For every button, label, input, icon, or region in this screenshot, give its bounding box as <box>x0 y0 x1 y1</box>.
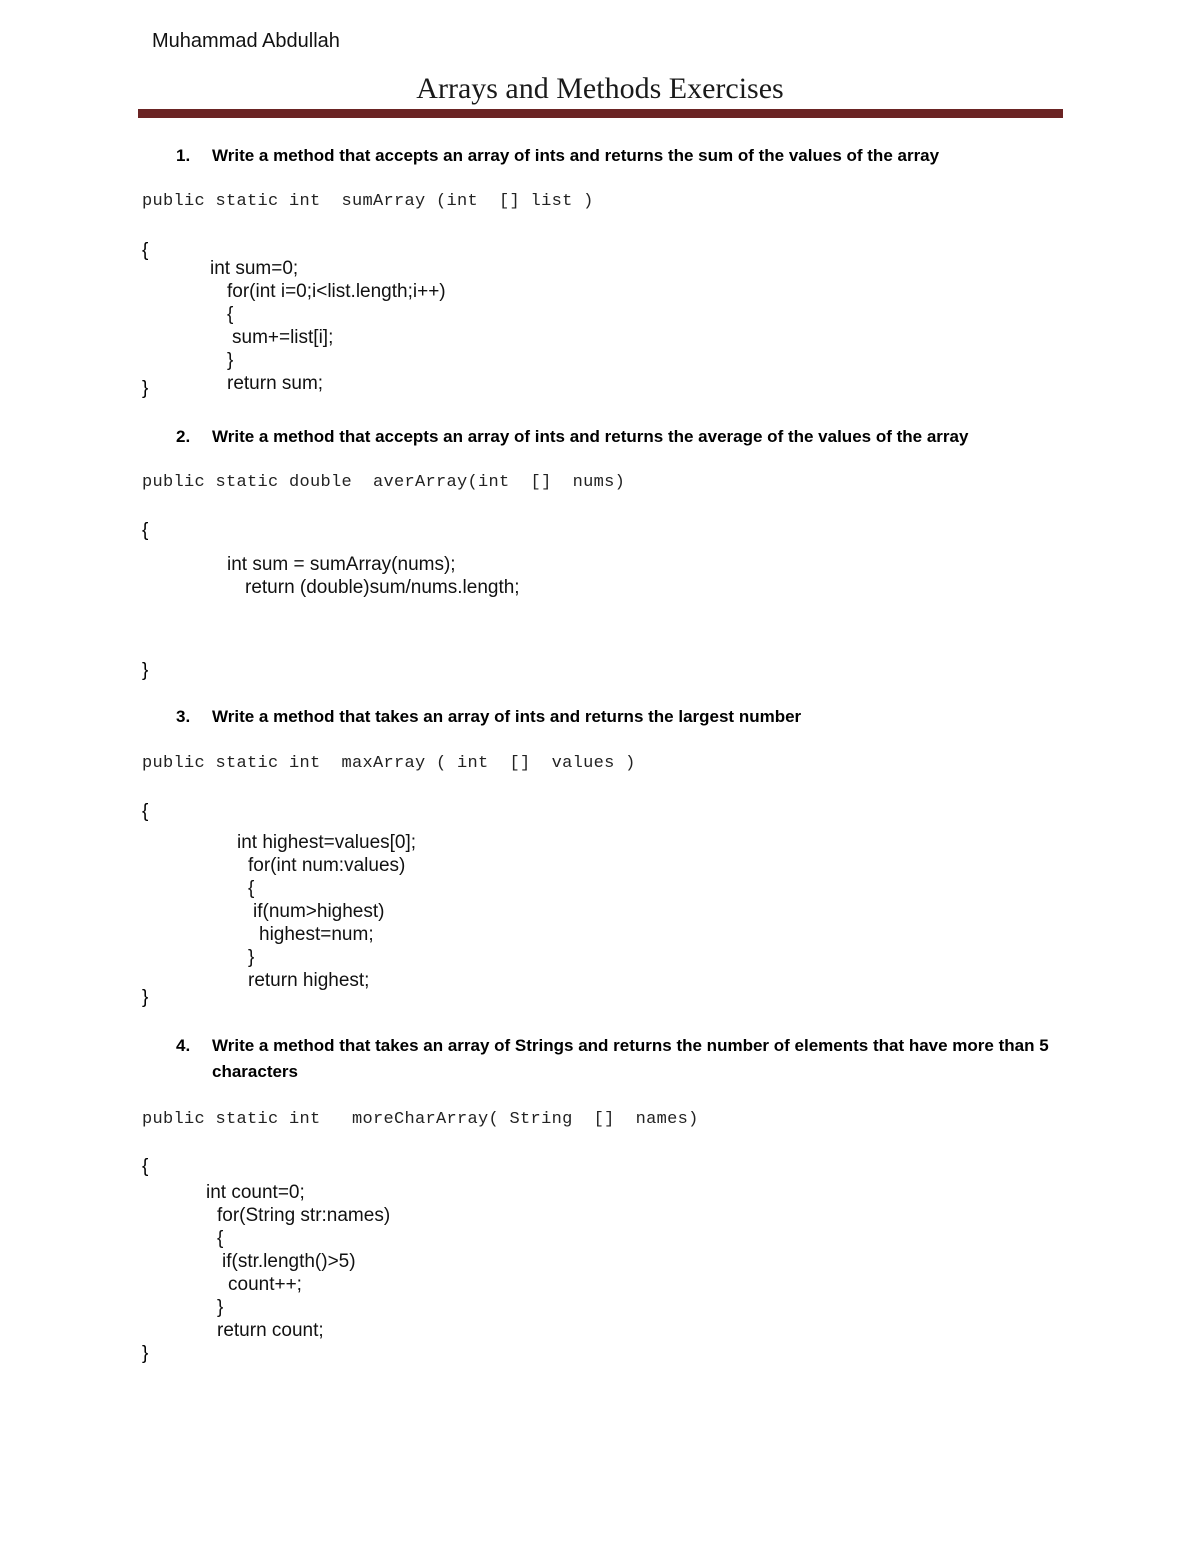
code-line: count++; <box>228 1274 302 1295</box>
code-line: sum+=list[i]; <box>232 327 334 348</box>
exercise-question: Write a method that takes an array of Strings and returns the number of elements that have more than 5 characters <box>212 1036 1049 1081</box>
code-line: { <box>217 1228 224 1249</box>
exercise-number: 4. <box>176 1036 191 1055</box>
code-line: } <box>227 350 234 371</box>
open-brace: { <box>142 1156 149 1177</box>
code-line: if(str.length()>5) <box>222 1251 356 1272</box>
exercise-question: Write a method that accepts an array of ints and returns the sum of the values of the array <box>212 146 940 165</box>
code-line: highest=num; <box>259 924 374 945</box>
code-line: { <box>248 878 255 899</box>
close-brace: } <box>142 378 149 399</box>
code-line: } <box>248 947 255 968</box>
exercise-number: 3. <box>176 707 191 726</box>
close-brace: } <box>142 987 149 1008</box>
code-line: return highest; <box>248 970 370 991</box>
method-signature: public static int maxArray ( int [] values ) <box>142 754 636 773</box>
exercise-number: 1. <box>176 146 191 165</box>
exercise-question: Write a method that takes an array of ints and returns the largest number <box>212 707 802 726</box>
code-line: { <box>227 304 234 325</box>
method-signature: public static int moreCharArray( String [] names) <box>142 1110 699 1129</box>
code-line: return (double)sum/nums.length; <box>245 577 520 598</box>
author-name: Muhammad Abdullah <box>152 30 340 52</box>
open-brace: { <box>142 240 149 261</box>
method-signature: public static int sumArray (int [] list ) <box>142 192 594 211</box>
close-brace: } <box>142 1343 149 1364</box>
close-brace: } <box>142 660 149 681</box>
method-signature: public static double averArray(int [] nums) <box>142 473 626 492</box>
code-line: for(int num:values) <box>248 855 406 876</box>
code-line: int sum=0; <box>210 258 299 279</box>
code-line: if(num>highest) <box>253 901 385 922</box>
page-title: Arrays and Methods Exercises <box>416 72 784 105</box>
code-line: } <box>217 1297 224 1318</box>
code-line: for(String str:names) <box>217 1205 391 1226</box>
exercise-question: Write a method that accepts an array of ints and returns the average of the values of the array <box>212 427 969 446</box>
code-line: int highest=values[0]; <box>237 832 417 853</box>
code-line: return count; <box>217 1320 324 1341</box>
open-brace: { <box>142 520 149 541</box>
code-line: return sum; <box>227 373 324 394</box>
code-line: int sum = sumArray(nums); <box>227 554 456 575</box>
exercise-number: 2. <box>176 427 191 446</box>
title-rule <box>138 109 1063 118</box>
code-line: for(int i=0;i<list.length;i++) <box>227 281 446 302</box>
code-line: int count=0; <box>206 1182 305 1203</box>
open-brace: { <box>142 801 149 822</box>
